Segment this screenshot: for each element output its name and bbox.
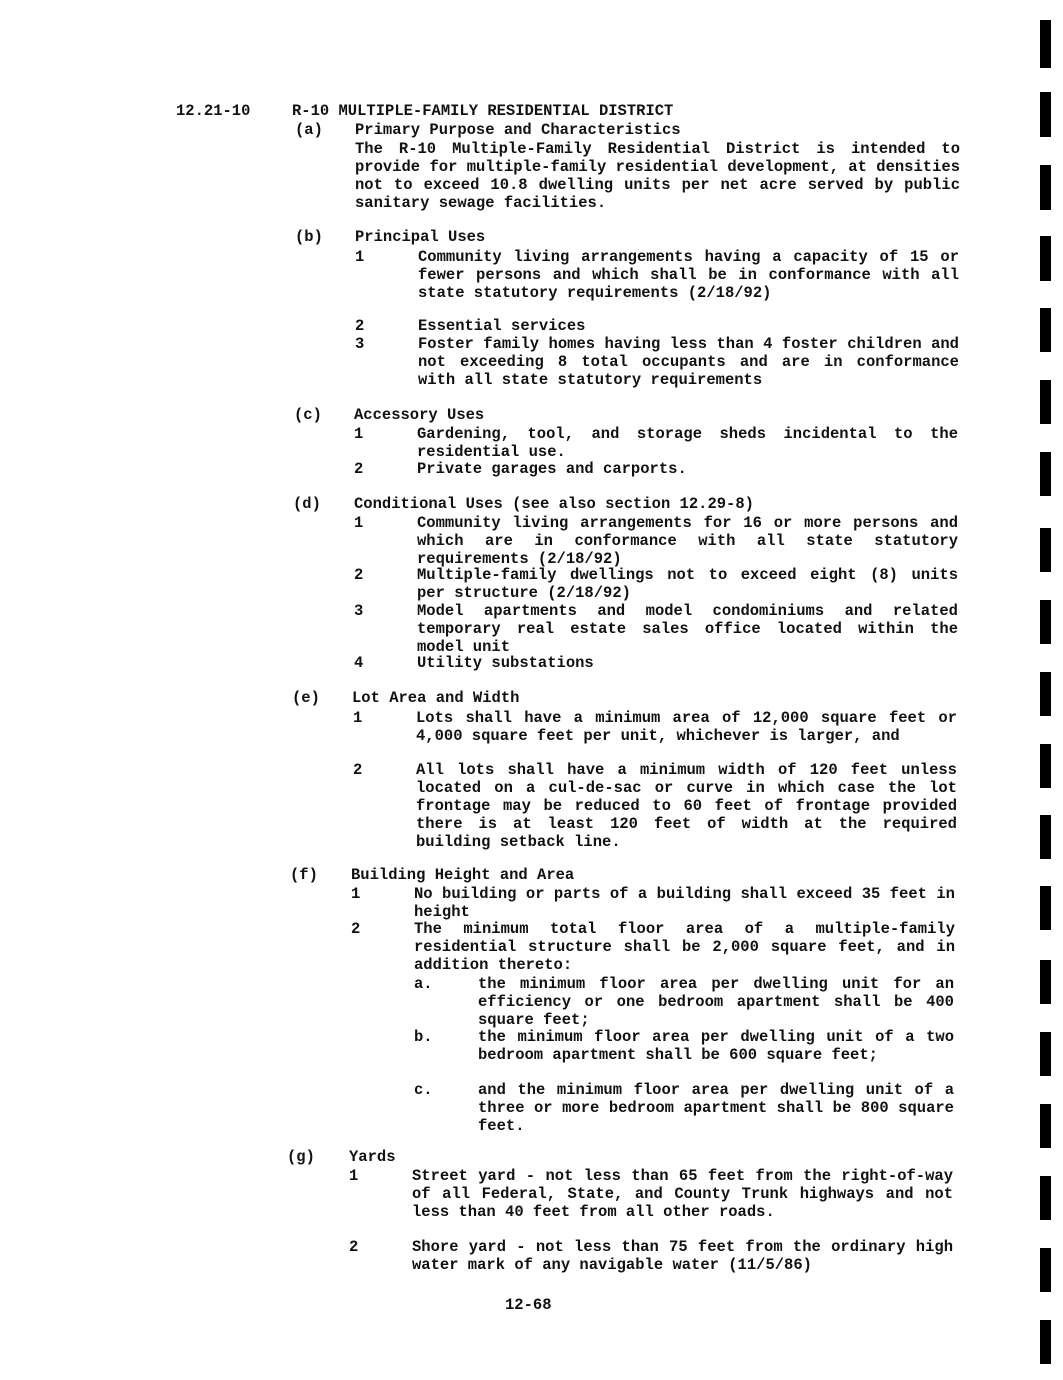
subsection-d-title: Conditional Uses (see also section 12.29-8) bbox=[354, 495, 754, 513]
subsection-a-letter: (a) bbox=[295, 121, 323, 139]
scan-edge-mark bbox=[1040, 960, 1051, 1004]
item-number: 2 bbox=[354, 566, 364, 584]
item-text: Shore yard - not less than 75 feet from the ordinary high water mark of any navigable water (11/5/86) bbox=[412, 1238, 953, 1274]
item-text: Lots shall have a minimum area of 12,000 square feet or 4,000 square feet per unit, whichever is larger, and bbox=[416, 709, 957, 745]
item-number: 1 bbox=[353, 709, 363, 727]
scan-edge-mark bbox=[1040, 528, 1051, 572]
sub-item-text: the minimum floor area per dwelling unit for an efficiency or one bedroom apartment shall be 400 square feet; bbox=[478, 975, 954, 1029]
scan-edge-mark bbox=[1040, 236, 1051, 281]
sub-item-letter: c. bbox=[414, 1081, 433, 1099]
item-number: 1 bbox=[351, 885, 361, 903]
scan-edge-mark bbox=[1040, 672, 1051, 716]
subsection-b-title: Principal Uses bbox=[355, 228, 486, 246]
sub-item-letter: a. bbox=[414, 975, 433, 993]
subsection-e-letter: (e) bbox=[292, 689, 320, 707]
item-text: Model apartments and model condominiums and related temporary real estate sales office located within the model unit bbox=[417, 602, 958, 656]
scan-edge-mark bbox=[1040, 452, 1051, 496]
subsection-f-title: Building Height and Area bbox=[351, 866, 575, 884]
scan-edge-mark bbox=[1040, 1104, 1051, 1148]
item-text: Gardening, tool, and storage sheds incidental to the residential use. bbox=[417, 425, 958, 461]
sub-item-text: the minimum floor area per dwelling unit of a two bedroom apartment shall be 600 square feet; bbox=[478, 1028, 954, 1064]
item-number: 1 bbox=[355, 248, 365, 266]
item-number: 2 bbox=[355, 317, 365, 335]
subsection-c-letter: (c) bbox=[294, 406, 322, 424]
item-text: Foster family homes having less than 4 foster children and not exceeding 8 total occupants and are in conformance with all state statutory requirements bbox=[418, 335, 959, 389]
item-text: The minimum total floor area of a multiple-family residential structure shall be 2,000 square feet, and in addition thereto: bbox=[414, 920, 955, 974]
scan-edge-mark bbox=[1040, 600, 1051, 644]
item-number: 2 bbox=[353, 761, 363, 779]
scan-edge-mark bbox=[1040, 1176, 1051, 1220]
scan-edge-mark bbox=[1040, 886, 1051, 930]
subsection-e-title: Lot Area and Width bbox=[352, 689, 520, 707]
item-text: Community living arrangements for 16 or more persons and which are in conformance with all state statutory requirements (2/18/92) bbox=[417, 514, 958, 568]
item-text: All lots shall have a minimum width of 120 feet unless located on a cul-de-sac or curve in which case the lot frontage may be reduced to 60 feet of frontage provided there is at least 120 feet of width at the required building setback line. bbox=[416, 761, 957, 851]
item-number: 2 bbox=[349, 1238, 359, 1256]
scan-edge-mark bbox=[1040, 308, 1051, 352]
item-text: Street yard - not less than 65 feet from the right-of-way of all Federal, State, and County Trunk highways and not less than 40 feet from all other roads. bbox=[412, 1167, 953, 1221]
item-text: Utility substations bbox=[417, 654, 594, 672]
item-text: No building or parts of a building shall exceed 35 feet in height bbox=[414, 885, 955, 921]
scan-edge-mark bbox=[1040, 380, 1051, 424]
scan-edge-mark bbox=[1040, 92, 1051, 137]
item-text: Multiple-family dwellings not to exceed eight (8) units per structure (2/18/92) bbox=[417, 566, 958, 602]
scan-edge-mark bbox=[1040, 815, 1051, 859]
item-number: 3 bbox=[354, 602, 364, 620]
sub-item-text: and the minimum floor area per dwelling unit of a three or more bedroom apartment shall be 800 square feet. bbox=[478, 1081, 954, 1135]
item-number: 2 bbox=[351, 920, 361, 938]
subsection-a-title: Primary Purpose and Characteristics bbox=[355, 121, 681, 139]
scan-edge-mark bbox=[1040, 1248, 1051, 1292]
scan-edge-mark bbox=[1040, 20, 1051, 68]
subsection-g-title: Yards bbox=[349, 1148, 396, 1166]
item-text: Community living arrangements having a capacity of 15 or fewer persons and which shall be in conformance with all state statutory requirements (2/18/92) bbox=[418, 248, 959, 302]
scan-edge-mark bbox=[1040, 744, 1051, 788]
subsection-d-letter: (d) bbox=[293, 495, 321, 513]
subsection-c-title: Accessory Uses bbox=[354, 406, 485, 424]
subsection-a-text: The R-10 Multiple-Family Residential District is intended to provide for multiple-family residential development, at densities not to exceed 10.8 dwelling units per net acre served by public sanitary sewage facilities. bbox=[355, 140, 960, 212]
item-number: 1 bbox=[354, 514, 364, 532]
item-number: 1 bbox=[349, 1167, 359, 1185]
subsection-f-letter: (f) bbox=[290, 866, 318, 884]
section-number: 12.21-10 bbox=[176, 102, 251, 120]
item-number: 3 bbox=[355, 335, 365, 353]
scan-edge-mark bbox=[1040, 165, 1051, 210]
section-title: R-10 MULTIPLE-FAMILY RESIDENTIAL DISTRICT bbox=[292, 102, 674, 120]
subsection-g-letter: (g) bbox=[287, 1148, 315, 1166]
page-number: 12-68 bbox=[505, 1296, 552, 1314]
item-number: 2 bbox=[354, 460, 364, 478]
item-number: 4 bbox=[354, 654, 364, 672]
scan-edge-mark bbox=[1040, 1032, 1051, 1076]
sub-item-letter: b. bbox=[414, 1028, 433, 1046]
item-text: Essential services bbox=[418, 317, 586, 335]
scan-edge-mark bbox=[1040, 1320, 1051, 1364]
item-text: Private garages and carports. bbox=[417, 460, 687, 478]
item-number: 1 bbox=[354, 425, 364, 443]
subsection-b-letter: (b) bbox=[295, 228, 323, 246]
